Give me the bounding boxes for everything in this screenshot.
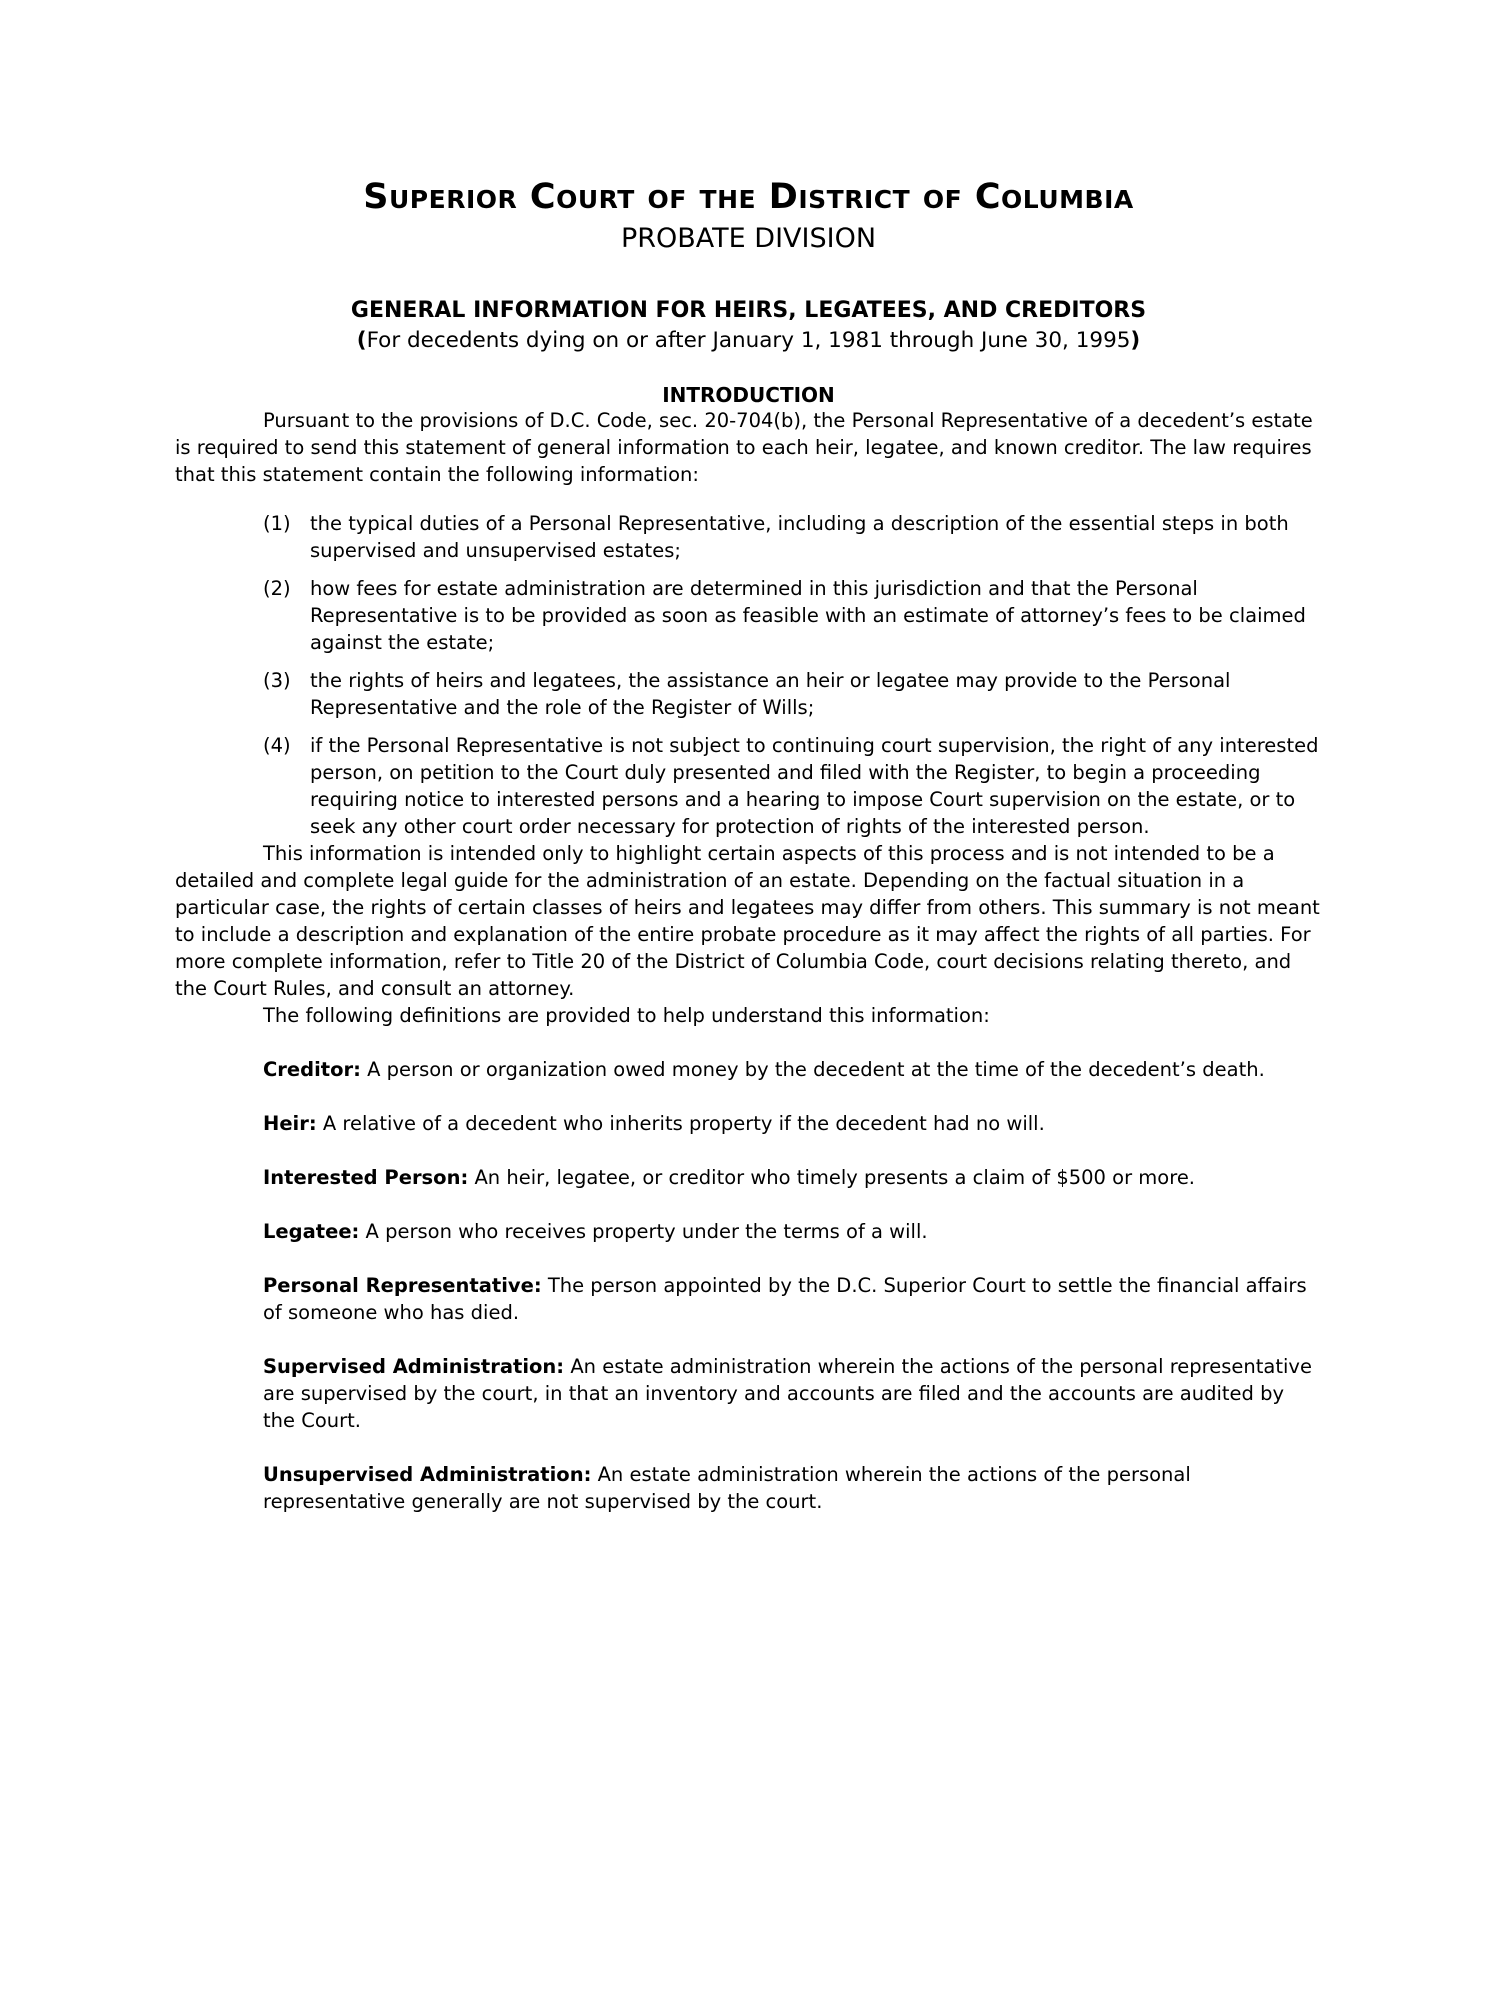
definition-creditor [263,1056,1322,1083]
definition-unsupervised-administration [263,1461,1322,1515]
definition-supervised-administration [263,1353,1322,1434]
definition-personal-representative [263,1272,1322,1326]
paragraph-definitions-intro: The following definitions are provided to help understand this information: [263,1004,990,1027]
definitions-list [263,1056,1322,1515]
list-item-2 [263,575,1322,656]
list-item-3-number: (3) [263,669,291,692]
list-item-4 [263,732,1322,840]
court-title: Superior Court of the District of Columbia [363,177,1134,217]
definition-heir [263,1110,1322,1137]
list-item-4-number: (4) [263,734,291,757]
division-title: PROBATE DIVISION [620,223,877,254]
definition-creditor-text: A person or organization owed money by the decedent at the time of the decedent’s death. [367,1058,1265,1081]
list-item-1-text: the typical duties of a Personal Representative, including a description of the essential steps in both supervised and unsupervised estates; [310,512,1289,562]
definition-legatee-term: Legatee: [263,1220,360,1243]
definition-heir-term: Heir: [263,1112,317,1135]
paragraph-highlight-notice: This information is intended only to highlight certain aspects of this process and is not intended to be a detailed and complete legal guide for the administration of an estate. Depending on the factual situation in a particular case, the rights of certain classes of heirs and legatees may differ from others. This summary is not meant to include a description and explanation of the entire probate procedure as it may affect the rights of all parties. For more complete information, refer to Title 20 of the District of Columbia Code, court decisions relating thereto, and the Court Rules, and consult an attorney. [175,842,1320,1000]
document-subtitle [175,327,1322,355]
section-title-introduction: INTRODUCTION [662,383,835,407]
list-item-1-number: (1) [263,512,291,535]
definition-personal-representative-text: The person appointed by the D.C. Superior Court to settle the financial affairs of someone who has died. [263,1274,1307,1324]
document-heading [175,297,1322,355]
list-item-2-text: how fees for estate administration are determined in this jurisdiction and that the Personal Representative is to be provided as soon as feasible with an estimate of attorney’s fees to be claimed against the estate; [310,577,1306,654]
subtitle-open-paren: ( [356,328,367,353]
numbered-list [263,510,1322,840]
definition-supervised-administration-text: An estate administration wherein the actions of the personal representative are supervised by the court, in that an inventory and accounts are filed and the accounts are audited by the Court. [263,1355,1312,1432]
definition-legatee-text: A person who receives property under the terms of a will. [365,1220,928,1243]
list-item-1 [263,510,1322,564]
list-item-3 [263,667,1322,721]
definition-unsupervised-administration-text: An estate administration wherein the actions of the personal representative generally are not supervised by the court. [263,1463,1191,1513]
list-item-4-text: if the Personal Representative is not subject to continuing court supervision, the right of any interested person, on petition to the Court duly presented and filed with the Register, to begin a proceeding requiring notice to interested persons and a hearing to impose Court supervision on the estate, or to seek any other court order necessary for protection of rights of the interested person. [310,734,1319,838]
definition-interested-person-text: An heir, legatee, or creditor who timely presents a claim of $500 or more. [474,1166,1196,1189]
paragraph-pursuant: Pursuant to the provisions of D.C. Code, sec. 20-704(b), the Personal Representative of a decedent’s estate is required to send this statement of general information to each heir, legatee, and known creditor. The law requires that this statement contain the following information: [175,409,1313,486]
definition-heir-text: A relative of a decedent who inherits property if the decedent had no will. [322,1112,1045,1135]
definition-unsupervised-administration-term: Unsupervised Administration: [263,1463,592,1486]
subtitle-date-range: For decedents dying on or after January 1, 1981 through June 30, 1995 [366,328,1131,353]
definition-interested-person [263,1164,1322,1191]
definition-interested-person-term: Interested Person: [263,1166,469,1189]
definition-legatee [263,1218,1322,1245]
list-item-3-text: the rights of heirs and legatees, the assistance an heir or legatee may provide to the Personal Representative and the role of the Register of Wills; [310,669,1231,719]
document-title: GENERAL INFORMATION FOR HEIRS, LEGATEES, AND CREDITORS [350,298,1147,323]
definition-creditor-term: Creditor: [263,1058,361,1081]
list-item-2-number: (2) [263,577,291,600]
definition-personal-representative-term: Personal Representative: [263,1274,542,1297]
definition-supervised-administration-term: Supervised Administration: [263,1355,565,1378]
subtitle-close-paren: ) [1130,328,1141,353]
